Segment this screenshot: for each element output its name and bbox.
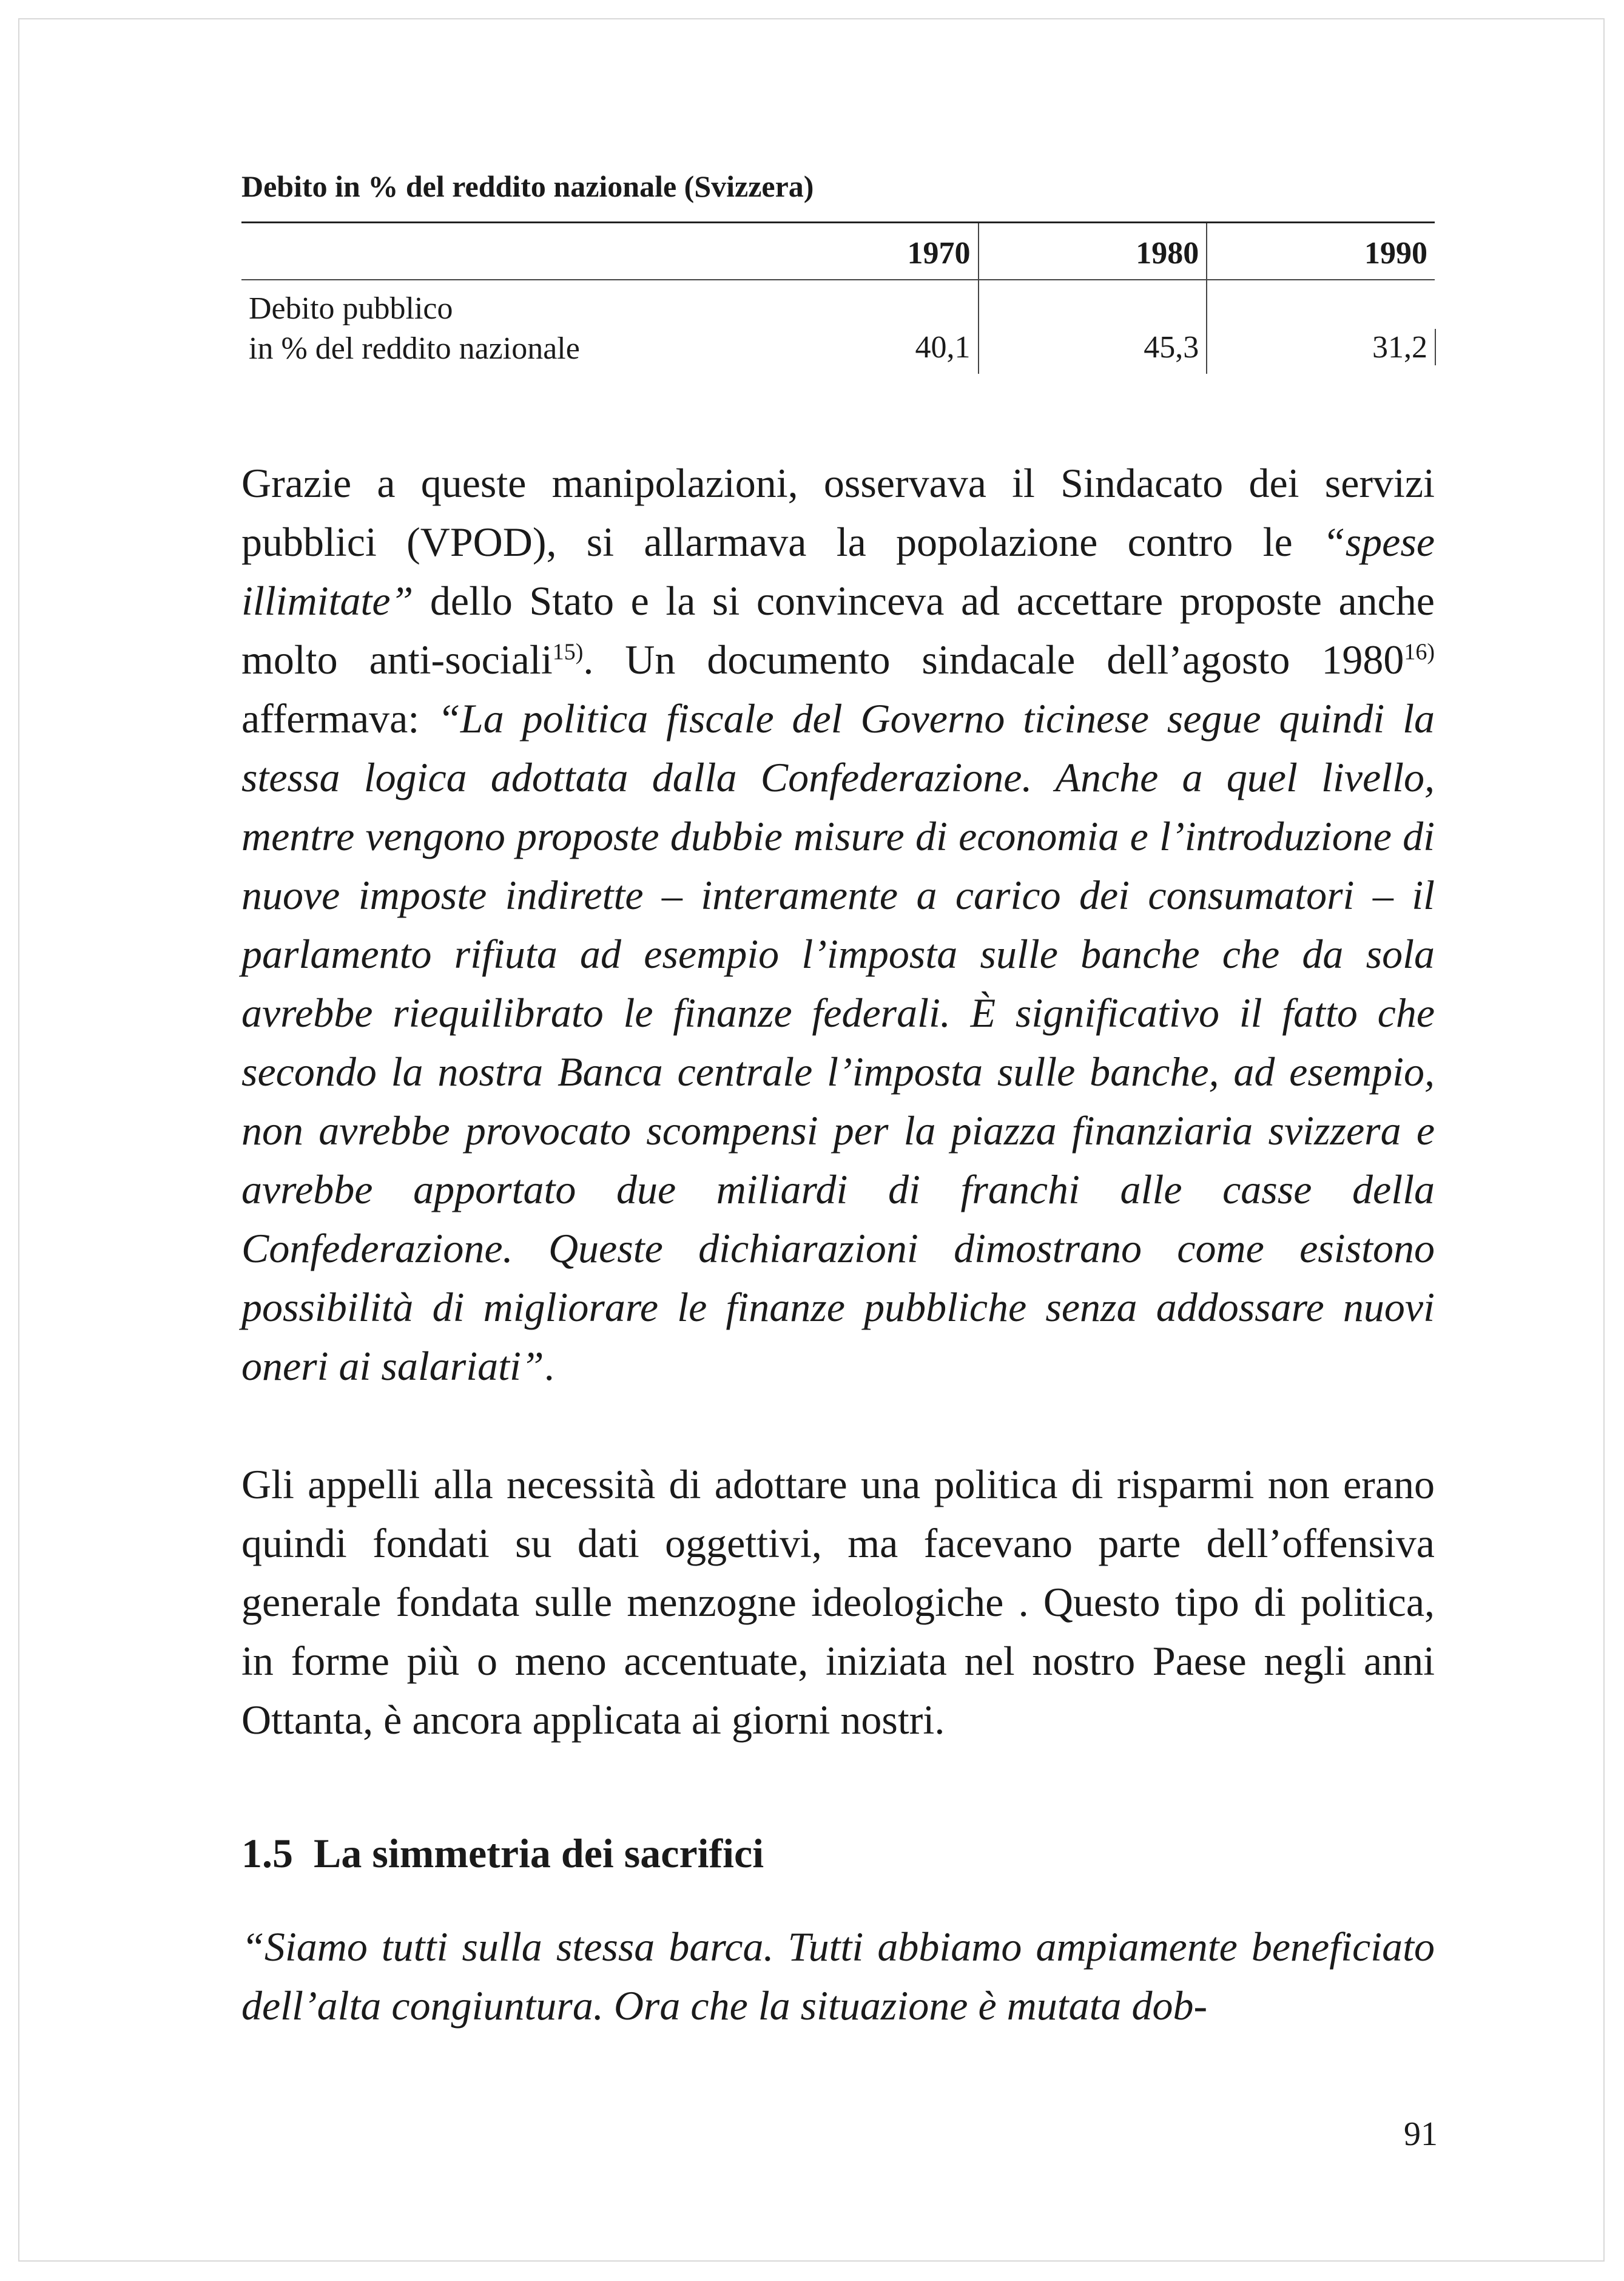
para1-text-d: affermava: (241, 695, 438, 742)
table-header-row (241, 223, 1435, 280)
footnote-ref-15: 15) (552, 639, 584, 665)
section-title: La simmetria dei sacrifici (314, 1830, 764, 1876)
page-number: 91 (1404, 2115, 1438, 2153)
footnote-ref-16: 16) (1404, 639, 1435, 665)
para1-text-a: Grazie a queste manipolazioni, osservava il Sindacato dei servizi pubblici (VPOD), si allarmava la popolazione contro le (241, 460, 1435, 565)
row-label-line2: in % del reddito nazionale (249, 331, 580, 366)
table-header-blank (241, 223, 750, 280)
table-header-1970: 1970 (750, 223, 979, 280)
table-cell-1980: 45,3 (979, 280, 1207, 374)
table-row-label (241, 280, 750, 374)
paragraph-3: “Siamo tutti sulla stessa barca. Tutti abbiamo ampiamente beneficiato dell’alta congiuntura. Ora che la situazione è mutata dob- (241, 1924, 1435, 2029)
para1-quote-a: “spese illimitate” (241, 519, 1435, 624)
para1-text-e: . (544, 1343, 554, 1389)
paragraph-2: Gli appelli alla necessità di adottare una politica di risparmi non erano quindi fondati su dati oggettivi, ma facevano parte dell’offensiva generale fondata sulle menzogne ideologiche . Questo tipo di politica, in forme più o meno accentuate, iniziata nel nostro Paese negli anni Ottanta, è ancora applicata ai giorni nostri. (241, 1461, 1435, 1743)
table-right-rule (1435, 329, 1436, 365)
table-cell-1970: 40,1 (750, 280, 979, 374)
section-heading (241, 1830, 764, 1877)
section-number: 1.5 (241, 1830, 293, 1876)
row-label-line1: Debito pubblico (249, 291, 453, 326)
debt-table (241, 221, 1435, 374)
para1-text-c: . Un documento sindacale dell’agosto 1980 (583, 637, 1404, 683)
table-row (241, 280, 1435, 374)
paragraph-1 (241, 454, 1435, 1396)
table-caption: Debito in % del reddito nazionale (Svizzera) (241, 169, 814, 203)
para1-text-b: dello Stato e la si convinceva ad accettare proposte anche molto anti-sociali (241, 578, 1435, 683)
table-cell-1990 (1207, 280, 1435, 374)
para1-quote-b: “La politica fiscale del Governo ticinese segue quindi la stessa logica adottata dalla Confederazione. Anche a quel livello, mentre vengono proposte dubbie misure di economia e l’introduzione di nuove imposte indirette – interamente a carico dei consumatori – il parlamento rifiuta ad esempio l’imposta sulle banche che da sola avrebbe riequilibrato le finanze federali. È significativo il fatto che secondo la nostra Banca centrale l’imposta sulle banche, ad esempio, non avrebbe provocato scompensi per la piazza finanziaria svizzera e avrebbe apportato due miliardi di franchi alle casse della Confederazione. Queste dichiarazioni dimostrano come esistono possibilità di migliorare le finanze pubbliche senza addossare nuovi oneri ai salariati” (241, 695, 1435, 1389)
table-cell-1990-value: 31,2 (1372, 330, 1427, 365)
table-header-1990: 1990 (1207, 223, 1435, 280)
table-header-1980: 1980 (979, 223, 1207, 280)
